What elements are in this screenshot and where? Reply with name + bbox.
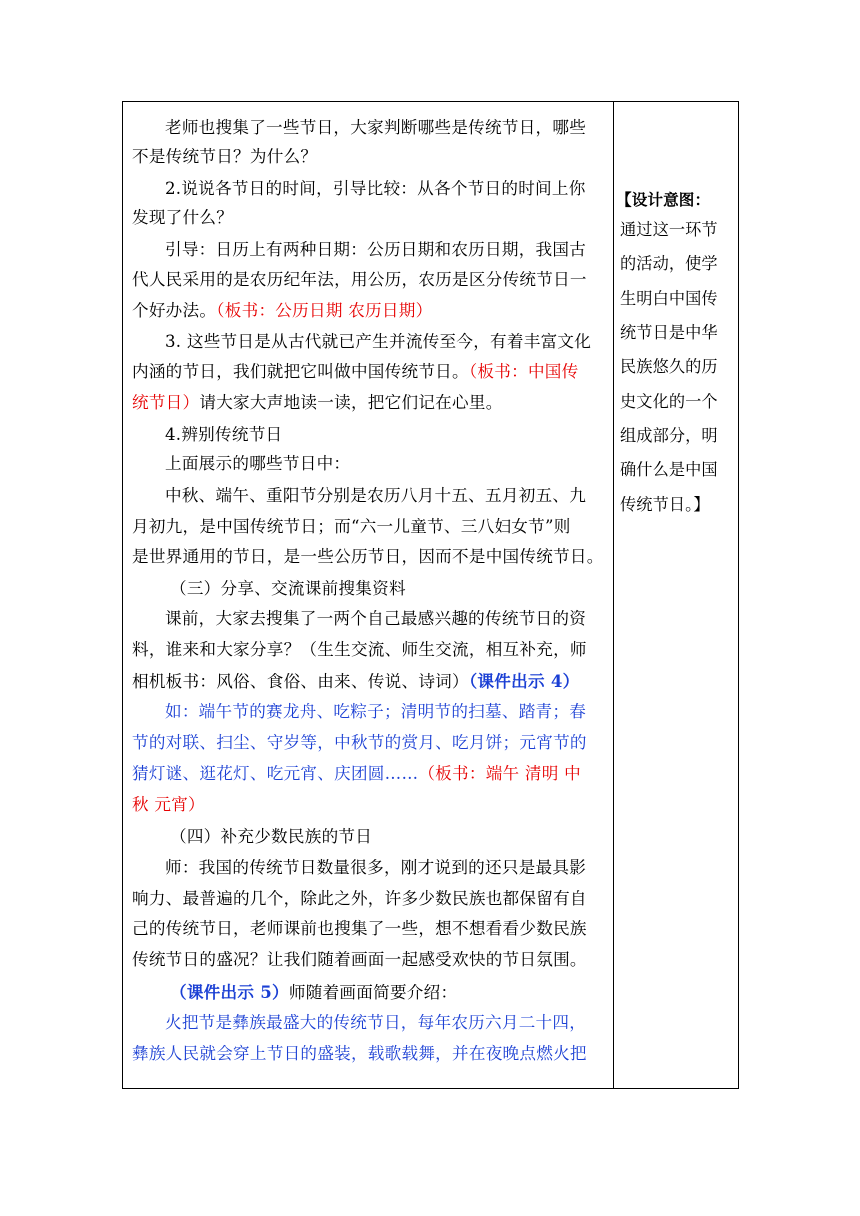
lesson-text-segment: 彝族人民就会穿上节日的盛装，载歌载舞，并在夜晚点燃火把: [132, 1044, 587, 1063]
lesson-line: [165, 179, 586, 199]
lesson-text-segment: （板书：中国传: [468, 362, 579, 381]
lesson-line: [132, 547, 604, 567]
lesson-line: [165, 118, 586, 138]
lesson-line: [132, 301, 432, 321]
lesson-line: [165, 858, 586, 878]
lesson-line: [170, 579, 406, 599]
lesson-text-segment: 料，谁来和大家分享？（生生交流、师生交流，相互补充，师: [132, 640, 587, 659]
lesson-line: [165, 454, 350, 474]
lesson-line: [132, 393, 503, 413]
lesson-line: [170, 827, 372, 847]
lesson-line: [132, 889, 587, 909]
design-intent-line: 民族悠久的历: [620, 357, 718, 376]
lesson-text-segment: 火把节是彝族最盛大的传统节日，每年农历六月二十四，: [165, 1013, 587, 1032]
lesson-line: [132, 640, 587, 660]
lesson-text-segment: 请大家大声地读一读，把它们记在心里。: [199, 393, 503, 412]
lesson-text-segment: 4.辨别传统节日: [165, 425, 283, 444]
lesson-text-segment: 3. 这些节日是从古代就已产生并流传至今，有着丰富文化: [165, 332, 592, 351]
design-intent-line: 史文化的一个: [620, 392, 718, 411]
design-intent-line: 统节日是中华: [620, 323, 718, 342]
lesson-text-segment: （四）补充少数民族的节日: [170, 827, 373, 846]
lesson-line: [165, 425, 282, 445]
lesson-text-segment: （课件出示 4）: [468, 671, 580, 691]
design-intent-line: 的活动，使学: [620, 254, 718, 273]
lesson-text-segment: 己的传统节日，老师课前也搜集了一些，想不想看看少数民族: [132, 919, 587, 938]
lesson-line: [170, 982, 457, 1003]
design-intent-line: 生明白中国传: [620, 289, 718, 308]
lesson-line: [132, 919, 587, 939]
lesson-text-segment: 月初九，是中国传统节日；而“六一儿童节、三八妇女节”则: [132, 517, 571, 536]
lesson-text-segment: 内涵的节日，我们就把它叫做中国传统节日。: [132, 362, 469, 381]
lesson-line: [165, 702, 586, 722]
design-intent-line: 通过这一环节: [620, 220, 718, 239]
lesson-text-segment: （板书：端午 清明 中: [418, 764, 581, 783]
lesson-text-segment: 是世界通用的节日，是一些公历节日，因而不是中国传统节日。: [132, 547, 604, 566]
lesson-text-segment: 老师也搜集了一些节日，大家判断哪些是传统节日，哪些: [165, 118, 587, 137]
lesson-text-segment: 如：端午节的赛龙舟、吃粽子；清明节的扫墓、踏青；春: [165, 702, 587, 721]
design-intent-title: 【设计意图：: [616, 190, 711, 209]
lesson-line: [165, 609, 586, 629]
lesson-line: [132, 764, 581, 784]
lesson-text-segment: 师随着画面简要介绍：: [288, 983, 458, 1002]
lesson-line: [132, 517, 571, 537]
lesson-text-segment: （板书：公历日期 农历日期）: [216, 301, 433, 320]
lesson-text-segment: 猜灯谜、逛花灯、吃元宵、庆团圆……: [132, 764, 419, 783]
lesson-text-segment: 课前，大家去搜集了一两个自己最感兴趣的传统节日的资: [165, 609, 587, 628]
lesson-line: [165, 332, 591, 352]
lesson-text-segment: 引导：日历上有两种日期：公历日期和农历日期，我国古: [165, 240, 587, 259]
lesson-text-segment: 2.说说各节日的时间，引导比较：从各个节日的时间上你: [165, 179, 586, 198]
lesson-line: [165, 1013, 586, 1033]
design-intent-line: 传统节日。】: [620, 495, 710, 514]
lesson-line: [132, 950, 587, 970]
lesson-text-segment: 响力、最普遍的几个，除此之外，许多少数民族也都保留有自: [132, 889, 587, 908]
lesson-line: [132, 1044, 587, 1064]
design-intent-line: 组成部分，明: [620, 426, 718, 445]
lesson-line: [132, 147, 317, 167]
lesson-line: [132, 733, 587, 753]
lesson-text-segment: 师：我国的传统节日数量很多，刚才说到的还只是最具影: [165, 858, 587, 877]
lesson-line: [132, 795, 205, 815]
lesson-text-segment: 节的对联、扫尘、守岁等，中秋节的赏月、吃月饼；元宵节的: [132, 733, 587, 752]
design-intent-cell: [614, 101, 739, 1089]
lesson-text-segment: 相机板书：风俗、食俗、由来、传说、诗词）: [132, 672, 469, 691]
lesson-text-segment: 发现了什么？: [132, 208, 234, 227]
lesson-text-segment: （三）分享、交流课前搜集资料: [170, 579, 406, 598]
lesson-content-cell: [122, 101, 613, 1089]
lesson-line: [132, 208, 233, 228]
lesson-text-segment: 个好办法。: [132, 301, 217, 320]
design-intent-line: 确什么是中国: [620, 460, 718, 479]
lesson-line: [132, 362, 578, 382]
lesson-text-segment: 统节日）: [132, 393, 200, 412]
lesson-line: [132, 671, 579, 692]
lesson-text-segment: 代人民采用的是农历纪年法，用公历，农历是区分传统节日一: [132, 270, 587, 289]
lesson-line: [165, 240, 586, 260]
lesson-text-segment: 秋 元宵）: [132, 795, 205, 814]
lesson-text-segment: 传统节日的盛况？让我们随着画面一起感受欢快的节日氛围。: [132, 950, 587, 969]
lesson-line: [165, 486, 586, 506]
lesson-text-segment: 不是传统节日？为什么？: [132, 147, 318, 166]
lesson-text-segment: （课件出示 5）: [170, 982, 289, 1002]
lesson-line: [132, 270, 587, 290]
lesson-text-segment: 中秋、端午、重阳节分别是农历八月十五、五月初五、九: [165, 486, 587, 505]
lesson-text-segment: 上面展示的哪些节日中：: [165, 454, 351, 473]
